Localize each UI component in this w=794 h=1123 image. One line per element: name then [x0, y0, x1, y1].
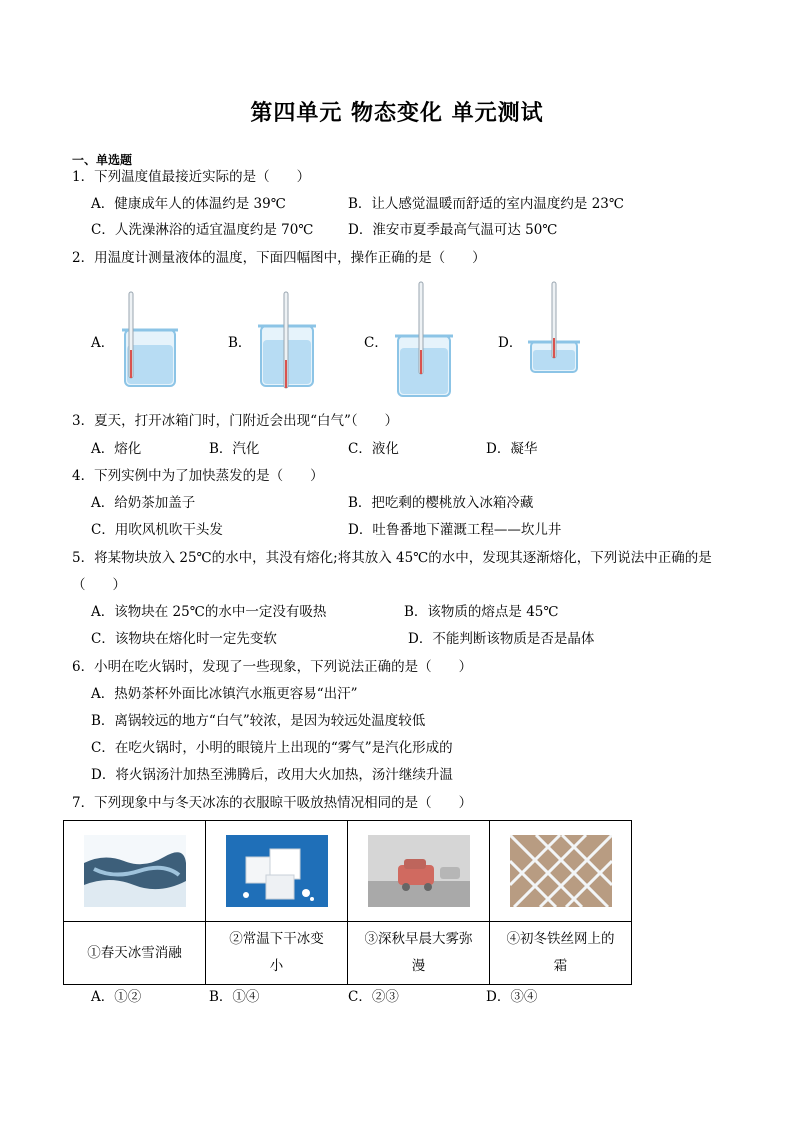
q7-cell-image-1 — [64, 821, 206, 922]
q2-option-b: B． — [228, 335, 252, 351]
q3-option-b: B．汽化 — [209, 441, 260, 457]
question-5-stem-cont: （ ） — [72, 577, 126, 593]
q7-label-3-line1: ③深秋早晨大雾弥 — [364, 931, 473, 947]
q1-option-d: D．淮安市夏季最高气温可达 50℃ — [348, 222, 558, 238]
section-heading: 一、单选题 — [72, 153, 133, 167]
q4-option-d: D．吐鲁番地下灌溉工程——坎儿井 — [348, 522, 562, 538]
q2-option-d: D． — [498, 335, 523, 351]
question-5-stem: 5．将某物块放入 25℃的水中，其没有熔化;将其放入 45℃的水中，发现其逐渐熔化，下列说法中正确的是 — [72, 550, 712, 566]
q1-option-c: C．人洗澡淋浴的适宜温度约是 70℃ — [91, 222, 314, 238]
question-1-stem: 1．下列温度值最接近实际的是（ ） — [72, 169, 311, 185]
q7-option-a: A．①② — [91, 989, 142, 1005]
q7-cell-label-1 — [64, 922, 206, 985]
q7-label-2-line1: ②常温下干冰变 — [229, 931, 324, 947]
q5-option-d: D．不能判断该物质是否是晶体 — [408, 631, 595, 647]
q7-cell-label-4 — [490, 922, 632, 985]
q6-option-d: D．将火锅汤汁加热至沸腾后，改用大火加热，汤汁继续升温 — [91, 767, 453, 783]
question-4-stem: 4．下列实例中为了加快蒸发的是（ ） — [72, 468, 324, 484]
q7-cell-image-4 — [490, 821, 632, 922]
thermometer-beaker-c-image — [393, 280, 455, 398]
question-3-stem: 3．夏天，打开冰箱门时，门附近会出现“白气”（ ） — [72, 413, 399, 429]
thermometer-beaker-a-image — [120, 290, 180, 390]
q6-option-a: A．热奶茶杯外面比冰镇汽水瓶更容易“出汗” — [91, 686, 358, 702]
q7-cell-label-3 — [348, 922, 490, 985]
q4-option-a: A．给奶茶加盖子 — [91, 495, 196, 511]
q5-option-c: C．该物块在熔化时一定先变软 — [91, 631, 277, 647]
q7-label-4-line2: 霜 — [553, 958, 568, 974]
q7-cell-image-3 — [348, 821, 490, 922]
q7-label-4-line1: ④初冬铁丝网上的 — [506, 931, 615, 947]
q2-option-c: C． — [364, 335, 388, 351]
q1-option-a: A．健康成年人的体温约是 39℃ — [91, 196, 286, 212]
q7-label-3-line2: 漫 — [411, 958, 426, 974]
q5-option-b: B．该物质的熔点是 45℃ — [404, 604, 559, 620]
q7-label-1-line1: ①春天冰雪消融 — [87, 944, 182, 961]
ice-melting-photo — [84, 835, 186, 907]
thermometer-beaker-d-image — [527, 280, 581, 374]
q7-cell-image-2 — [206, 821, 348, 922]
q3-option-a: A．熔化 — [91, 441, 142, 457]
q6-option-c: C．在吃火锅时，小明的眼镜片上出现的“雾气”是汽化形成的 — [91, 740, 453, 756]
q7-option-b: B．①④ — [209, 989, 260, 1005]
frost-fence-photo — [510, 835, 612, 907]
q4-option-b: B．把吃剩的樱桃放入冰箱冷藏 — [348, 495, 534, 511]
thermometer-beaker-b-image — [256, 290, 318, 390]
q7-phenomena-table — [63, 820, 632, 985]
q7-label-2-line2: 小 — [269, 958, 284, 974]
q6-option-b: B．离锅较远的地方“白气”较浓，是因为较远处温度较低 — [91, 713, 426, 729]
q4-option-c: C．用吹风机吹干头发 — [91, 522, 223, 538]
question-2-stem: 2．用温度计测量液体的温度，下面四幅图中，操作正确的是（ ） — [72, 250, 486, 266]
question-6-stem: 6．小明在吃火锅时，发现了一些现象，下列说法正确的是（ ） — [72, 659, 473, 675]
q3-option-c: C．液化 — [348, 441, 399, 457]
q1-option-b: B．让人感觉温暖而舒适的室内温度约是 23℃ — [348, 196, 624, 212]
q7-option-d: D．③④ — [486, 989, 538, 1005]
fog-photo — [368, 835, 470, 907]
q5-option-a: A．该物块在 25℃的水中一定没有吸热 — [91, 604, 327, 620]
dry-ice-photo — [226, 835, 328, 907]
q2-option-a: A． — [91, 335, 115, 351]
page-title: 第四单元 物态变化 单元测试 — [250, 100, 544, 126]
question-7-stem: 7．下列现象中与冬天冰冻的衣服晾干吸放热情况相同的是（ ） — [72, 795, 473, 811]
q3-option-d: D．凝华 — [486, 441, 538, 457]
q7-cell-label-2 — [206, 922, 348, 985]
q7-option-c: C．②③ — [348, 989, 399, 1005]
